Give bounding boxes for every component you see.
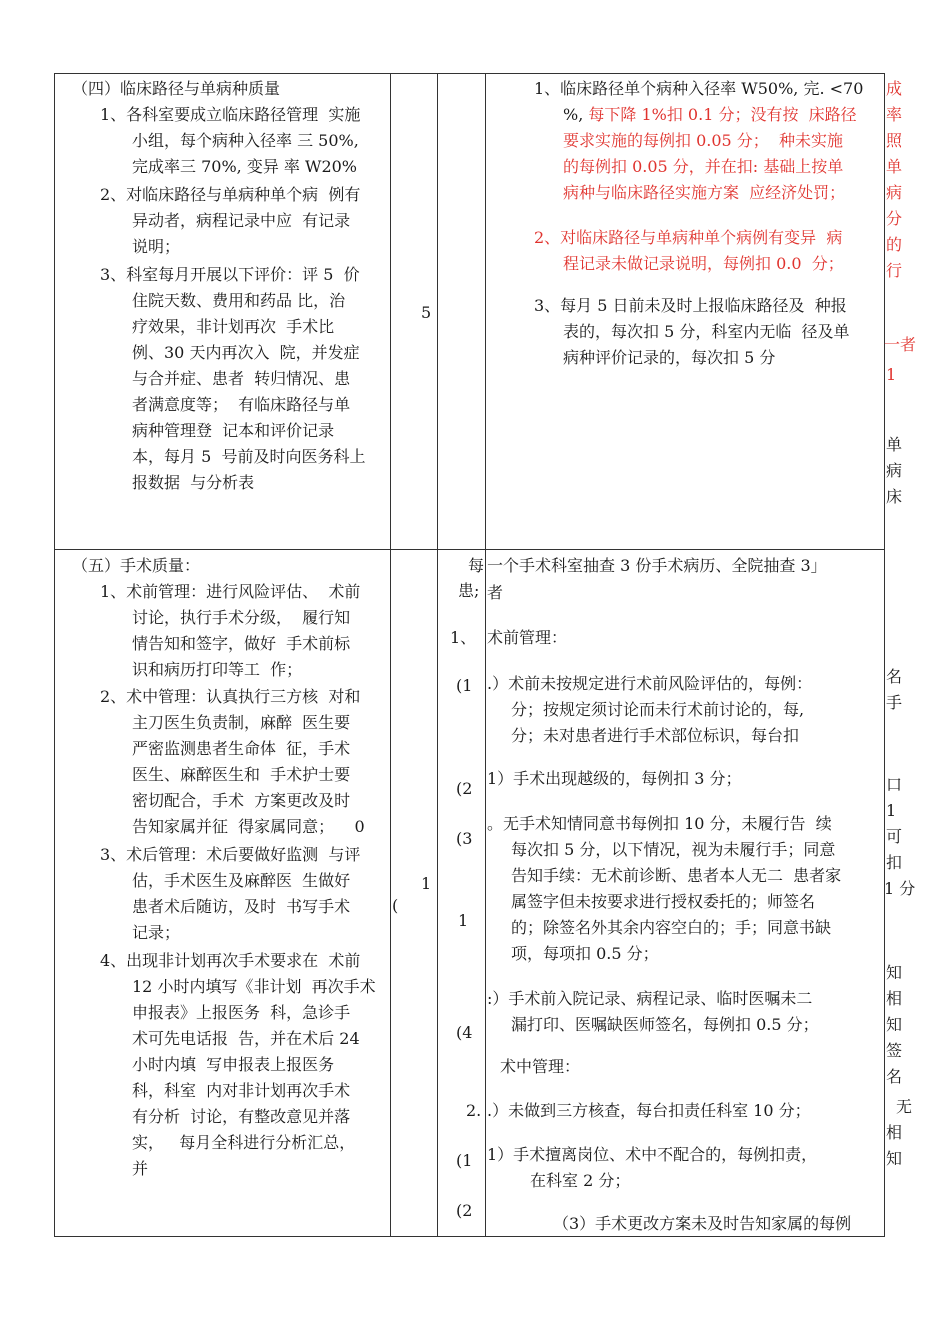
row1-side-char: 分 — [886, 209, 903, 228]
row1-rule1-line: 的每例扣 0.05 分，并在扣: 基础上按单 — [563, 157, 844, 176]
row2-side-char: 相 — [886, 1123, 903, 1142]
row2-col3-fragment: (2 — [456, 1201, 473, 1220]
row1-side-char: 1 — [886, 365, 897, 384]
row1-side-char: 率 — [886, 105, 903, 124]
row2-col3-fragment: 1 — [458, 911, 469, 930]
table-top-border — [54, 73, 885, 74]
row1-rule3-line: 3、每月 5 日前未及时上报临床路径及 种报 — [534, 296, 847, 315]
row1-req-line: 报数据 与分析表 — [132, 473, 255, 492]
row2-req-line: 4、出现非计划再次手术要求在 术前 — [100, 951, 361, 970]
row1-rule2-line: 2、对临床路径与单病种单个病例有变异 病 — [534, 228, 843, 247]
row2-side-char: 相 — [886, 989, 903, 1008]
col-divider-1 — [390, 73, 391, 1237]
row2-score: 1 — [421, 874, 432, 893]
row1-req-line: 者满意度等； 有临床路径与单 — [132, 395, 351, 414]
row2-side-char: 可 — [886, 827, 903, 846]
row1-req-line: 与合并症、患者 转归情况、患 — [132, 369, 351, 388]
row1-req-line: 说明； — [132, 237, 181, 256]
row1-req-line: 疗效果，非计划再次 手术比 — [132, 317, 335, 336]
row2-col3-fragment: (1 — [456, 676, 473, 695]
row2-rule-line: 1）手术出现越级的，每例扣 3 分； — [487, 769, 742, 788]
row2-score-paren: ( — [392, 896, 399, 915]
row2-rule-line: 属签字但未按要求进行授权委托的；师签名 — [511, 892, 816, 911]
row2-rule-line: .）未做到三方核查，每台扣责任科室 10 分； — [487, 1101, 811, 1120]
row2-rule-line: 的；除签名外其余内容空白的；手；同意书缺 — [511, 918, 832, 937]
row2-side-char: 无 — [896, 1097, 913, 1116]
row1-req-line: 2、对临床路径与单病种单个病 例有 — [100, 185, 361, 204]
row2-req-line: 小时内填 写申报表上报医务 — [132, 1055, 335, 1074]
row1-side-char: 的 — [886, 235, 903, 254]
row2-req-line: 严密监测患者生命体 征，手术 — [132, 739, 351, 758]
row2-req-line: 并 — [132, 1159, 149, 1178]
row2-req-line: 申报表》上报医务 科，急诊手 — [132, 1003, 351, 1022]
row1-side-char: 病 — [886, 461, 903, 480]
row1-rule1-line: 病种与临床路径实施方案 应经济处罚； — [563, 183, 846, 202]
row2-req-line: 3、术后管理：术后要做好监测 与评 — [100, 845, 361, 864]
row2-rule-line: 告知手续：无术前诊断、患者本人无二 患者家 — [511, 866, 842, 885]
row2-req-line: 记录； — [132, 923, 181, 942]
row2-col3-fragment: 2. — [466, 1101, 482, 1120]
row2-rule-line: 分；未对患者进行手术部位标识，每台扣 — [511, 726, 800, 745]
row1-title: （四）临床路径与单病种质量 — [72, 79, 281, 98]
row2-col3-fragment: 每 — [468, 556, 485, 575]
row2-col3-fragment: (1 — [456, 1151, 473, 1170]
row2-col3-fragment: 患; — [458, 581, 480, 600]
row2-rule-line: 在科室 2 分； — [530, 1171, 631, 1190]
row1-side-char: 病 — [886, 183, 903, 202]
row2-rule-line: （3）手术更改方案未及时告知家属的每例 — [553, 1214, 852, 1233]
row2-req-line: 情告知和签字，做好 手术前标 — [132, 634, 351, 653]
row2-side-char: 1 — [886, 801, 897, 820]
row2-rule-line: 分；按规定须讨论而未行术前讨论的，每, — [511, 700, 805, 719]
col-divider-2 — [437, 73, 438, 1237]
row2-rule-line: 每次扣 5 分，以下情况，视为未履行手；同意 — [511, 840, 836, 859]
row2-rule-line: 一个手术科室抽查 3 份手术病历、全院抽查 3」 — [487, 556, 827, 575]
row2-rule-line: .）术前未按规定进行术前风险评估的，每例： — [487, 674, 813, 693]
row1-side-char: 照 — [886, 131, 903, 150]
row-divider — [54, 549, 885, 550]
row2-req-line: 有分析 讨论，有整改意见并落 — [132, 1107, 351, 1126]
row2-req-line: 估，手术医生及麻醉医 生做好 — [132, 871, 351, 890]
row2-req-line: 实， 每月全科进行分析汇总， — [132, 1133, 356, 1152]
row2-rule-line: 。无手术知情同意书每例扣 10 分，未履行告 续 — [487, 814, 832, 833]
row1-side-char: 行 — [886, 261, 903, 280]
row2-req-line: 12 小时内填写《非计划 再次手术 — [132, 977, 376, 996]
row1-req-line: 本，每月 5 号前及时向医务科上 — [132, 447, 366, 466]
row2-rule-line: 者 — [487, 583, 504, 602]
row2-req-line: 讨论，执行手术分级， 履行知 — [132, 608, 351, 627]
row2-req-line: 术可先电话报 告，并在术后 24 — [132, 1029, 360, 1048]
row1-req-line: 异动者，病程记录中应 有记录 — [132, 211, 351, 230]
row2-rule-line: 术前管理： — [487, 628, 568, 647]
row2-side-char: 知 — [886, 1015, 903, 1034]
table-left-border — [54, 73, 55, 1237]
row1-side-char: 成 — [886, 79, 903, 98]
table-right-border — [884, 73, 885, 1237]
row1-rule3-line: 表的，每次扣 5 分，科室内无临 径及单 — [563, 322, 850, 341]
row2-req-line: 识和病历打印等工 作； — [132, 660, 303, 679]
row2-side-char: 手 — [886, 693, 903, 712]
row2-side-char: 知 — [886, 1149, 903, 1168]
row2-rule-line: :）手术前入院记录、病程记录、临时医嘱未二 — [487, 989, 813, 1008]
row2-req-line: 主刀医生负责制，麻醉 医生要 — [132, 713, 351, 732]
row1-rule1-line: %, 每下降 1%扣 0.1 分；没有按 床路径 — [563, 105, 857, 124]
row2-side-char: 名 — [886, 1067, 903, 1086]
row2-side-char: 名 — [886, 667, 903, 686]
row1-rule3-line: 病种评价记录的，每次扣 5 分 — [563, 348, 776, 367]
row1-rule1-line: 1、临床路径单个病种入径率 W50%, 完. <70 — [534, 79, 864, 98]
row1-req-line: 小组，每个病种入径率 三 50%, — [132, 131, 359, 150]
col-divider-3 — [485, 73, 486, 1237]
row2-col3-fragment: (3 — [456, 829, 473, 848]
row1-rule2-line: 程记录未做记录说明，每例扣 0.0 分； — [563, 254, 844, 273]
row1-req-line: 1、各科室要成立临床路径管理 实施 — [100, 105, 361, 124]
row2-req-line: 2、术中管理：认真执行三方核 对和 — [100, 687, 361, 706]
row1-side-char: 一者 — [884, 335, 917, 354]
row2-req-line: 告知家属并征 得家属同意； 0 — [132, 817, 365, 836]
row2-rule-line: 1）手术擅离岗位、术中不配合的，每例扣责， — [487, 1145, 818, 1164]
row1-req-line: 病种管理登 记本和评价记录 — [132, 421, 335, 440]
row1-req-line: 3、科室每月开展以下评价：评 5 价 — [100, 265, 360, 284]
row2-req-line: 医生、麻醉医生和 手术护士要 — [132, 765, 351, 784]
row2-rule-line: 术中管理： — [500, 1057, 581, 1076]
row2-rule-line: 漏打印、医嘱缺医师签名，每例扣 0.5 分； — [511, 1015, 819, 1034]
row2-col3-fragment: (2 — [456, 779, 473, 798]
row1-rule1-line: 要求实施的每例扣 0.05 分； 种未实施 — [563, 131, 843, 150]
row1-score: 5 — [421, 303, 432, 322]
row1-side-char: 单 — [886, 435, 903, 454]
row2-col3-fragment: (4 — [456, 1023, 473, 1042]
row2-req-line: 患者术后随访，及时 书写手术 — [132, 897, 351, 916]
row2-col3-fragment: 1、 — [450, 628, 477, 647]
row1-side-char: 床 — [886, 487, 903, 506]
row1-req-line: 完成率三 70%, 变异 率 W20% — [132, 157, 358, 176]
row2-side-char: 签 — [886, 1041, 903, 1060]
row2-req-line: 科，科室 内对非计划再次手术 — [132, 1081, 351, 1100]
row2-rule-line: 项，每项扣 0.5 分； — [511, 944, 659, 963]
row2-req-line: 密切配合，手术 方案更改及时 — [132, 791, 351, 810]
row1-req-line: 例、30 天内再次入 院，并发症 — [132, 343, 360, 362]
row2-title: （五）手术质量： — [72, 556, 201, 575]
row1-side-char: 单 — [886, 157, 903, 176]
row1-req-line: 住院天数、费用和药品 比，治 — [132, 291, 346, 310]
row2-req-line: 1、术前管理：进行风险评估、 术前 — [100, 582, 361, 601]
row2-side-char: 口 — [886, 775, 903, 794]
row2-side-char: 1 分 — [884, 879, 916, 898]
row2-side-char: 知 — [886, 963, 903, 982]
row2-side-char: 扣 — [886, 853, 903, 872]
